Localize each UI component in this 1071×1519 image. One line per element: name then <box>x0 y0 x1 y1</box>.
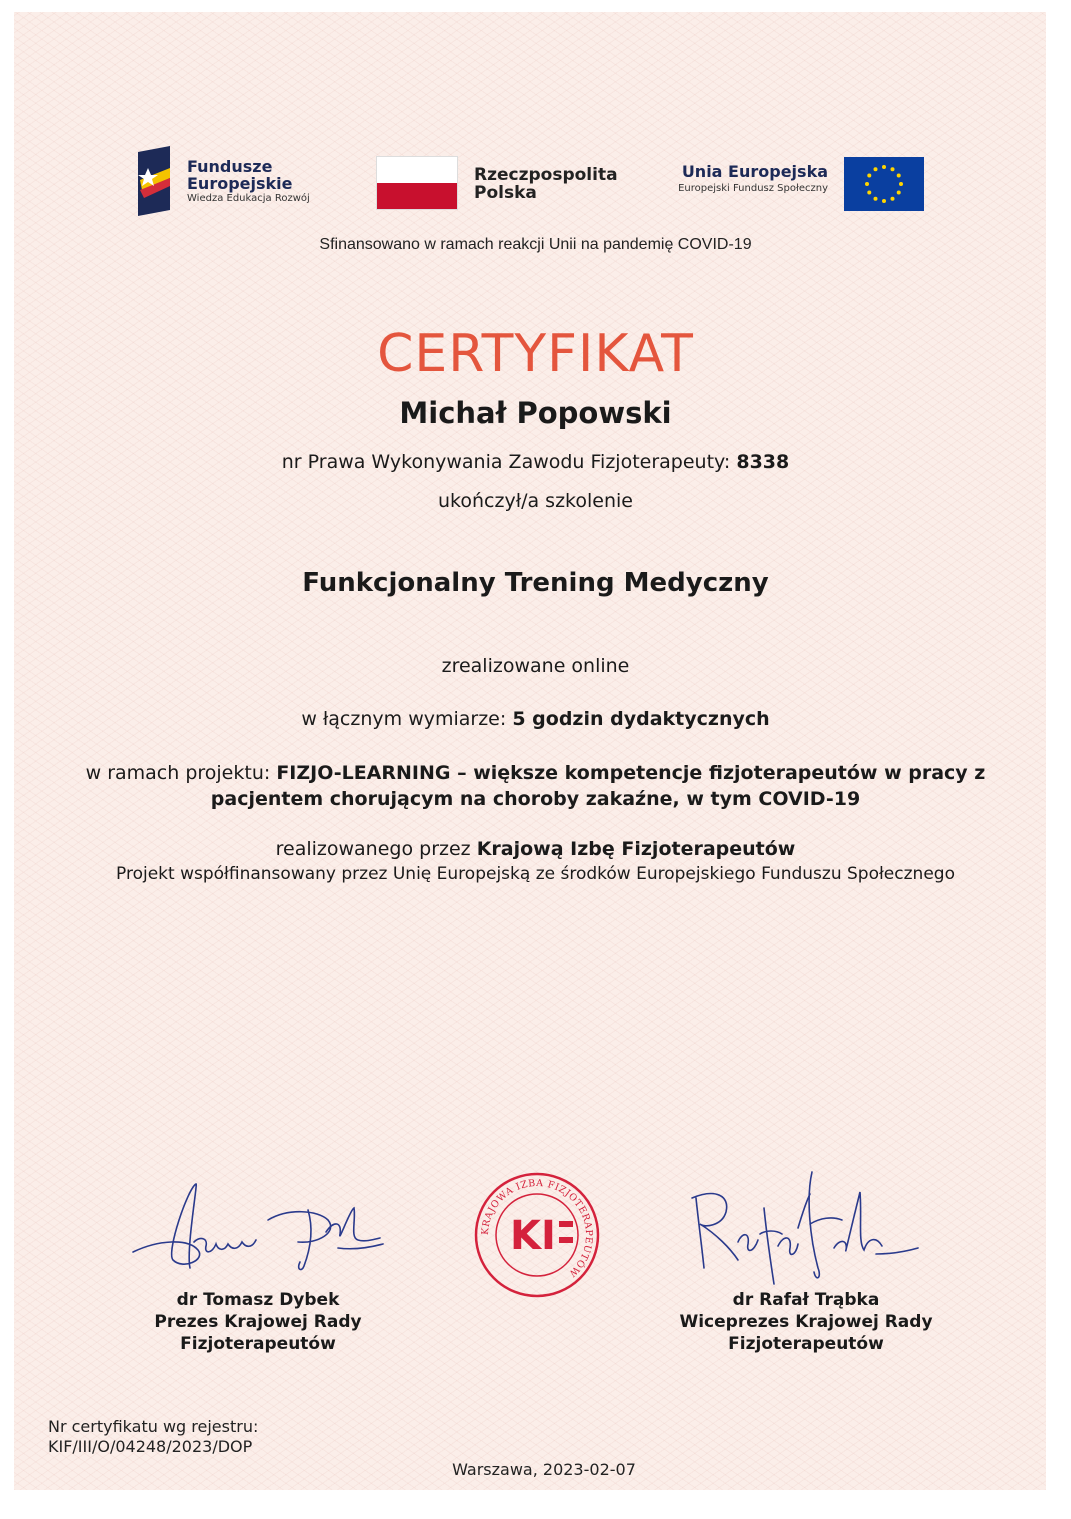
eu-star-icon <box>867 174 871 178</box>
polish-flag-icon <box>376 156 458 210</box>
signatory-1 <box>128 1289 388 1355</box>
signatory-1-name: dr Tomasz Dybek <box>176 1290 340 1310</box>
polska-line1: Rzeczpospolita <box>474 165 618 185</box>
seal-ring-text: KRAJOWA IZBA FIZJOTERAPEUTÓW <box>479 1177 595 1279</box>
eu-star-icon <box>865 182 869 186</box>
ue-line2: Europejski Fundusz Społeczny <box>678 183 828 194</box>
cofinanced-text: Projekt współfinansowany przez Unię Europejską ze środków Europejskiego Funduszu Społecznego <box>116 864 955 884</box>
organizer-line <box>0 838 1071 860</box>
license-number: 8338 <box>736 451 790 473</box>
eu-star-icon <box>874 167 878 171</box>
project-line <box>50 760 1021 812</box>
eu-star-icon <box>891 167 895 171</box>
eu-flag-icon <box>844 157 924 211</box>
fundusze-europejskie-logo <box>134 146 334 218</box>
project-label: w ramach projektu: <box>85 762 271 784</box>
ue-line1: Unia Europejska <box>681 162 828 181</box>
signatory-1-role-line2: Fizjoterapeutów <box>180 1334 336 1354</box>
kif-seal <box>473 1171 601 1299</box>
place-date: Warszawa, 2023-02-07 <box>452 1460 636 1479</box>
eu-star-icon <box>874 197 878 201</box>
completed-text: ukończył/a szkolenie <box>438 490 633 512</box>
signatory-2-role-line2: Fizjoterapeutów <box>728 1334 884 1354</box>
seal-logo-text: KI <box>510 1213 556 1259</box>
license-label: nr Prawa Wykonywania Zawodu Fizjoterapeuty: <box>281 451 731 473</box>
eu-star-icon <box>897 174 901 178</box>
eu-star-icon <box>882 165 886 169</box>
unia-europejska-logo <box>650 156 925 212</box>
polska-line2: Polska <box>474 183 537 203</box>
license-line <box>0 451 1071 473</box>
rzeczpospolita-polska-logo <box>376 156 616 212</box>
eu-star-icon <box>891 197 895 201</box>
signatory-2-name: dr Rafał Trąbka <box>732 1290 880 1310</box>
hours-line <box>0 708 1071 730</box>
recipient-name: Michał Popowski <box>399 396 672 430</box>
registry-number: KIF/III/O/04248/2023/DOP <box>48 1437 253 1456</box>
registry-block <box>48 1417 258 1457</box>
signature-dybek <box>128 1180 388 1280</box>
organizer-label: realizowanego przez <box>275 838 471 860</box>
signatory-2-role-line1: Wiceprezes Krajowej Rady <box>679 1312 933 1332</box>
eu-star-icon <box>882 199 886 203</box>
project-name: FIZJO-LEARNING – większe kompetencje fizjoterapeutów w pracy z pacjentem chorującym na choroby zakaźne, w tym COVID-19 <box>210 762 986 810</box>
eu-star-icon <box>899 182 903 186</box>
certificate-title: CERTYFIKAT <box>377 324 694 384</box>
eu-star-icon <box>897 191 901 195</box>
eu-star-icon <box>867 191 871 195</box>
signatory-1-role-line1: Prezes Krajowej Rady <box>154 1312 362 1332</box>
funding-note: Sfinansowano w ramach reakcji Unii na pandemię COVID-19 <box>319 236 752 253</box>
course-name: Funkcjonalny Trening Medyczny <box>302 568 769 598</box>
organizer-name: Krajową Izbę Fizjoterapeutów <box>476 838 796 860</box>
signature-trabka <box>686 1168 926 1288</box>
hours-label: w łącznym wymiarze: <box>301 708 507 730</box>
fundusze-line2: Europejskie <box>187 174 293 193</box>
hours-value: 5 godzin dydaktycznych <box>512 708 770 730</box>
fundusze-line1: Fundusze <box>187 157 273 176</box>
fundusze-line3: Wiedza Edukacja Rozwój <box>187 193 310 204</box>
fundusze-europejskie-icon <box>134 146 174 216</box>
mode-text: zrealizowane online <box>441 655 630 677</box>
registry-label: Nr certyfikatu wg rejestru: <box>48 1417 259 1436</box>
signatory-2 <box>660 1289 952 1355</box>
